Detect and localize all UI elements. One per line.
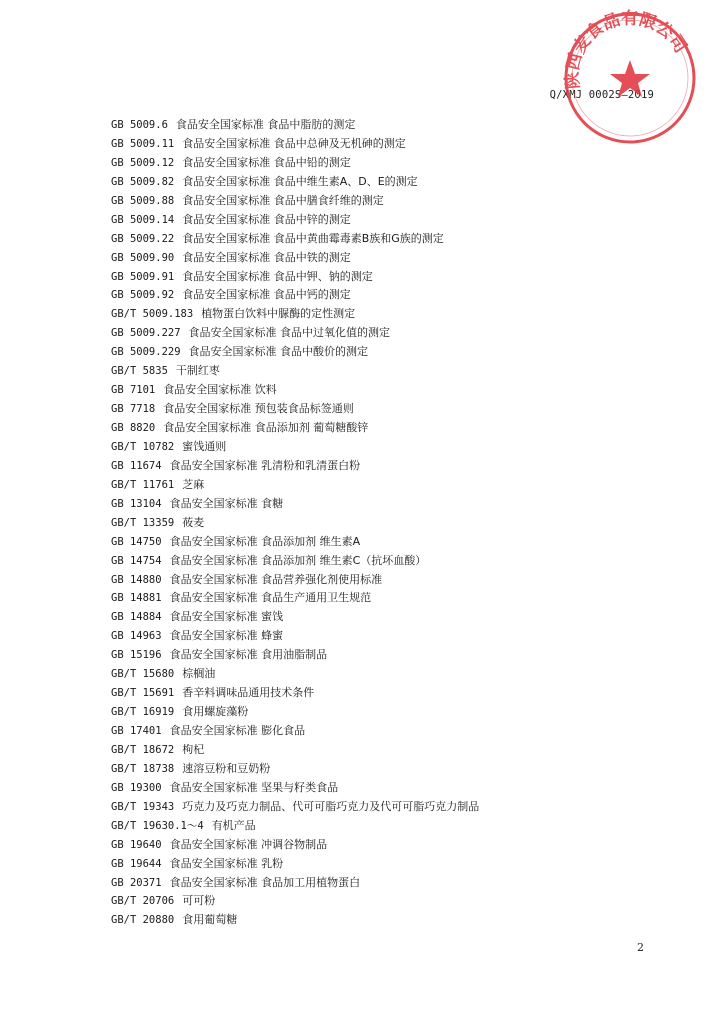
standard-code: GB 5009.82: [111, 175, 175, 188]
standard-code: GB 19644: [111, 857, 162, 870]
standard-item: [111, 684, 479, 703]
standard-title: 食品安全国家标准 食品中钾、钠的测定: [182, 269, 373, 283]
standard-title: 干制红枣: [175, 364, 220, 378]
standard-item: [111, 116, 479, 135]
standard-code: GB/T 15680: [111, 668, 175, 681]
standard-title: 食品安全国家标准 食品中维生素A、D、E的测定: [182, 174, 418, 188]
standard-item: [111, 154, 479, 173]
standard-code: GB 14884: [111, 611, 162, 624]
standard-item: [111, 343, 479, 362]
standard-title: 棕榈油: [182, 667, 216, 681]
standard-code: GB 5009.229: [111, 346, 181, 359]
standard-title: 速溶豆粉和豆奶粉: [182, 761, 271, 775]
standard-code: GB 5009.227: [111, 327, 181, 340]
standard-title: 食品安全国家标准 食品中酸价的测定: [188, 345, 369, 359]
standard-item: [111, 608, 479, 627]
standard-item: [111, 855, 479, 874]
standard-code: GB 5009.14: [111, 213, 175, 226]
standard-code: GB 19300: [111, 781, 162, 794]
standard-item: [111, 533, 479, 552]
standard-code: GB 14880: [111, 573, 162, 586]
standard-item: [111, 268, 479, 287]
standard-code: GB/T 18738: [111, 762, 175, 775]
standard-code: GB/T 15691: [111, 687, 175, 700]
standard-title: 食品安全国家标准 食品中黄曲霉毒素B族和G族的测定: [182, 231, 444, 245]
standard-title: 食品安全国家标准 食品中脂肪的测定: [175, 118, 356, 131]
standard-title: 食品安全国家标准 食品中铁的测定: [182, 250, 351, 264]
standard-item: [111, 400, 479, 419]
standard-title: 食品安全国家标准 预包装食品标签通则: [163, 402, 354, 416]
standard-title: 食品安全国家标准 坚果与籽类食品: [169, 780, 339, 794]
standard-item: [111, 874, 479, 893]
standard-code: GB 14881: [111, 592, 162, 605]
standard-code: GB/T 20706: [111, 895, 175, 908]
standard-item: [111, 779, 479, 798]
standard-code: GB 14750: [111, 535, 162, 548]
standard-code: GB/T 16919: [111, 706, 175, 719]
standard-code: GB 5009.22: [111, 232, 175, 245]
standard-title: 食品安全国家标准 冲调谷物制品: [169, 837, 328, 851]
standard-item: [111, 495, 479, 514]
standard-code: GB 14754: [111, 554, 162, 567]
standard-title: 香辛料调味品通用技术条件: [182, 686, 315, 700]
standard-code: GB 5009.92: [111, 289, 175, 302]
standard-code: GB 7718: [111, 403, 156, 416]
standard-item: [111, 249, 479, 268]
standard-item: [111, 798, 479, 817]
standard-title: 食品安全国家标准 食品添加剂 维生素A: [169, 534, 361, 548]
standard-title: 食品安全国家标准 蜂蜜: [169, 629, 284, 643]
standard-title: 食品安全国家标准 饮料: [163, 383, 277, 397]
standard-code: GB 14963: [111, 630, 162, 643]
standard-item: [111, 646, 479, 665]
standard-title: 食用葡萄糖: [182, 913, 238, 927]
standard-item: [111, 324, 479, 343]
standard-code: GB 5009.11: [111, 137, 175, 150]
standard-item: [111, 362, 479, 381]
standard-title: 食品安全国家标准 食品中膳食纤维的测定: [182, 193, 384, 207]
standard-code: GB 11674: [111, 459, 162, 472]
standard-item: [111, 703, 479, 722]
standards-list: [111, 116, 479, 930]
standard-title: 可可粉: [182, 894, 216, 908]
standard-title: 食品安全国家标准 食品添加剂 维生素C（抗坏血酸）: [169, 553, 427, 567]
standard-item: [111, 817, 479, 836]
standard-title: 莜麦: [182, 515, 205, 529]
standard-item: [111, 589, 479, 608]
standard-code: GB 5009.88: [111, 194, 175, 207]
standard-item: [111, 419, 479, 438]
standard-code: GB 15196: [111, 649, 162, 662]
standard-item: [111, 836, 479, 855]
standard-code: GB/T 19343: [111, 800, 175, 813]
standard-title: 食品安全国家标准 膨化食品: [169, 724, 306, 737]
standard-title: 食品安全国家标准 食品中铅的测定: [182, 155, 351, 169]
standard-item: [111, 476, 479, 495]
standard-item: [111, 571, 479, 590]
standard-title: 食品安全国家标准 乳粉: [169, 856, 284, 870]
standard-title: 食品安全国家标准 食品加工用植物蛋白: [169, 875, 361, 889]
standard-code: GB 17401: [111, 725, 162, 737]
standard-item: [111, 892, 479, 911]
page-number: 2: [637, 941, 644, 954]
standard-title: 有机产品: [211, 818, 256, 832]
standard-title: 芝麻: [182, 477, 205, 491]
standard-item: [111, 135, 479, 154]
standard-code: GB/T 10782: [111, 440, 175, 453]
standard-title: 食品安全国家标准 食品营养强化剂使用标准: [169, 572, 383, 586]
standard-code: GB 8820: [111, 422, 156, 434]
standard-title: 枸杞: [182, 742, 205, 756]
standard-code: GB 19640: [111, 838, 162, 851]
standard-item: [111, 438, 479, 457]
standard-title: 食品安全国家标准 食品中总砷及无机砷的测定: [182, 136, 406, 150]
standard-code: GB 5009.90: [111, 251, 175, 264]
standard-item: [111, 760, 479, 779]
standard-code: GB 5009.12: [111, 156, 175, 169]
standard-item: [111, 173, 479, 192]
standard-title: 食品安全国家标准 食糖: [169, 496, 284, 510]
standard-item: [111, 286, 479, 305]
standard-title: 植物蛋白饮料中脲酶的定性测定: [201, 307, 356, 321]
standard-item: [111, 457, 479, 476]
standard-code: GB/T 13359: [111, 516, 175, 529]
standard-code: GB/T 20880: [111, 914, 175, 927]
standard-code: GB/T 5009.183: [111, 308, 194, 321]
standard-code: GB/T 11761: [111, 478, 175, 491]
standard-item: [111, 627, 479, 646]
company-seal: [560, 8, 700, 148]
standard-item: [111, 552, 479, 571]
standard-item: [111, 192, 479, 211]
standard-item: [111, 211, 479, 230]
standard-code: GB 7101: [111, 384, 156, 397]
star-icon: [610, 60, 650, 97]
seal-text: 陕西麦食品有限公司: [562, 8, 691, 90]
standard-item: [111, 230, 479, 249]
standard-title: 食品安全国家标准 食品生产通用卫生规范: [169, 591, 372, 605]
standard-title: 食品安全国家标准 食品中过氧化值的测定: [188, 326, 391, 340]
standard-code: GB/T 5835: [111, 365, 168, 378]
standard-title: 蜜饯通则: [182, 439, 227, 453]
standard-code: GB 13104: [111, 497, 162, 510]
standard-title: 巧克力及巧克力制品、代可可脂巧克力及代可可脂巧克力制品: [182, 799, 480, 813]
standard-title: 食用螺旋藻粉: [182, 705, 249, 719]
standard-item: [111, 741, 479, 760]
standard-code: GB 5009.6: [111, 119, 168, 131]
standard-title: 食品安全国家标准 食用油脂制品: [169, 648, 328, 662]
standard-item: [111, 305, 479, 324]
document-code: Q/XMJ 0002S—2019: [549, 89, 654, 101]
standard-code: GB/T 19630.1～4: [111, 819, 204, 832]
standard-code: GB/T 18672: [111, 743, 175, 756]
standard-item: [111, 514, 479, 533]
standard-title: 食品安全国家标准 乳清粉和乳清蛋白粉: [169, 458, 361, 472]
standard-title: 食品安全国家标准 食品添加剂 葡萄糖酸锌: [163, 421, 369, 434]
standard-title: 食品安全国家标准 食品中锌的测定: [182, 212, 351, 226]
standard-title: 食品安全国家标准 蜜饯: [169, 610, 284, 624]
standard-code: GB 20371: [111, 876, 162, 889]
standard-item: [111, 381, 479, 400]
standard-title: 食品安全国家标准 食品中钙的测定: [182, 288, 351, 302]
standard-item: [111, 665, 479, 684]
standard-item: [111, 722, 479, 741]
standard-item: [111, 911, 479, 930]
standard-code: GB 5009.91: [111, 270, 175, 283]
